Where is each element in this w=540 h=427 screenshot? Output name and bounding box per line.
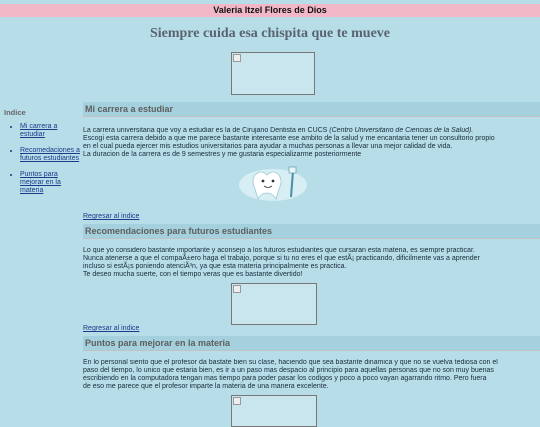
text-line: en el cual pueda ejercer mis estudios universitarios para ayudar a muchas personas a llevar una mejor calidad de vida. xyxy=(83,143,453,150)
section-heading-recomendaciones: Recomendaciones para futuros estudiantes xyxy=(83,224,540,239)
sidebar-index xyxy=(4,108,80,203)
sidebar-item-carrera xyxy=(20,123,80,139)
text-line: La duracion de la carrera es de 9 semestres y me gustaria especializarme posteriormente xyxy=(83,151,362,158)
broken-image-icon xyxy=(233,285,241,293)
page-title: Siempre cuida esa chispita que te mueve xyxy=(149,26,391,41)
text-line: de eso me parece que el profesor imparte la materia de una manera excelente. xyxy=(83,383,329,390)
text-line: La carrera universitaria que voy a estudiar es la de Cirujano Dentista en CUCS (Centro Universitario de Ciencias de la Salud). xyxy=(83,127,474,134)
sidebar-item-puntos xyxy=(20,171,80,195)
text-line: En lo personal siento que el profesor da bastate bien su clase, haciendo que sea bastante dinamica y que no se vuelva tediosa con el xyxy=(83,359,498,366)
section-image-puntos xyxy=(231,395,317,427)
text-line: Lo que yo considero bastante importante y aconsejo a los futuros estudiantes que cursaran esta materia, es siempre practicar. xyxy=(83,247,475,254)
broken-image-icon xyxy=(233,54,241,62)
section-text-carrera xyxy=(83,127,540,159)
sidebar-link-puntos[interactable]: Puntos para mejorar en la materia xyxy=(20,171,61,194)
section-image-recomendaciones xyxy=(231,283,317,325)
page-header-bar xyxy=(0,4,540,17)
sidebar-title: Indice xyxy=(4,108,26,117)
text-line: paso del tiempo, lo unico que estaria bien, es ir a un paso mas despacio al principio para aquellas personas que no son muy buenas xyxy=(83,367,494,374)
section-heading-puntos: Puntos para mejorar en la materia xyxy=(83,336,540,351)
broken-image-icon xyxy=(233,397,241,405)
sidebar-link-carrera[interactable]: Mi carrera a estudiar xyxy=(20,123,58,138)
section-heading-carrera: Mi carrera a estudiar xyxy=(83,102,540,117)
header-image xyxy=(231,52,315,95)
tooth-illustration xyxy=(233,163,313,205)
section-text-puntos xyxy=(83,359,540,391)
sidebar-item-recomendaciones xyxy=(20,147,80,163)
text-line: incluso si estÃ¡s poniendo atenciÃ³n, ya que esta materia principalmente es practica. xyxy=(83,263,347,270)
sidebar-link-recomendaciones[interactable]: Recomedaciones a futuros estudiantes xyxy=(20,147,80,162)
section-text-recomendaciones xyxy=(83,247,540,279)
back-to-index-link[interactable]: Regresar al indice xyxy=(83,213,140,220)
main-content xyxy=(83,102,540,411)
text-line: escribiendo en la computadora tengan mas tiempo para poder pasar los codigos y poco a poco vayan agarrando ritmo. Pero fuera xyxy=(83,375,487,382)
text-line: Nunca atenerse a que el compaÃ±ero haga el trabajo, porque si tu no eres el que estÃ¡ practicando, dificilmente vas a aprender xyxy=(83,255,480,262)
author-name: Valeria Itzel Flores de Dios xyxy=(213,5,327,15)
text-line: Escogi esta carrera debido a que me parece bastante interesante ese ambito de la salud y me encantaria tener un consultorio propio xyxy=(83,135,495,142)
text-line: Te deseo mucha suerte, con el tiempo veras que es bastante divertido! xyxy=(83,271,303,278)
back-to-index-link[interactable]: Regresar al indice xyxy=(83,325,140,332)
